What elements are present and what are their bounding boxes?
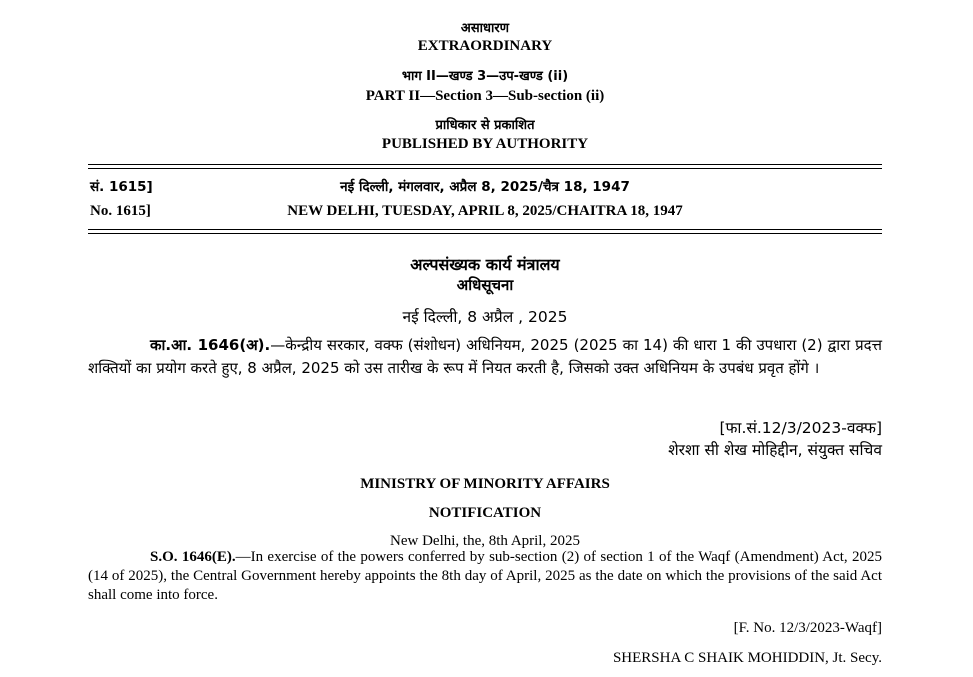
place-date-english: New Delhi, the, 8th April, 2025 [390, 533, 580, 549]
hindi-notice-body [88, 334, 882, 380]
signatory-english: SHERSHA C SHAIK MOHIDDIN, Jt. Secy. [612, 650, 882, 666]
ministry-english: MINISTRY OF MINORITY AFFAIRS [360, 476, 610, 492]
order-ref-hindi: का.आ. 1646(अ). [150, 336, 271, 354]
masthead-rule-top-2 [88, 168, 882, 169]
extraordinary-hindi: असाधारण [460, 21, 510, 36]
authority-hindi: प्राधिकार से प्रकाशित [435, 118, 535, 133]
english-notice-body [88, 548, 882, 605]
notification-english: NOTIFICATION [428, 505, 542, 521]
order-ref-english: S.O. 1646(E). [150, 549, 236, 565]
file-number-english: [F. No. 12/3/2023-Waqf] [733, 620, 882, 636]
authority-english: PUBLISHED BY AUTHORITY [381, 136, 589, 152]
issue-number-english: No. 1615] [90, 203, 151, 219]
notification-hindi: अधिसूचना [456, 276, 514, 294]
signatory-hindi: शेरशा सी शेख मोहिद्दीन, संयुक्त सचिव [668, 441, 882, 459]
issue-number-hindi: सं. 1615] [90, 179, 153, 195]
part-english: PART II—Section 3—Sub-section (ii) [365, 88, 605, 104]
place-date-hindi: नई दिल्ली, 8 अप्रैल , 2025 [402, 308, 568, 326]
masthead-rule-bottom [88, 229, 882, 230]
ministry-hindi: अल्पसंख्यक कार्य मंत्रालय [410, 255, 560, 274]
issue-date-english: NEW DELHI, TUESDAY, APRIL 8, 2025/CHAITRA 18, 1947 [287, 203, 683, 219]
masthead-rule-top [88, 164, 882, 165]
extraordinary-english: EXTRAORDINARY [417, 38, 553, 54]
english-body-text: —In exercise of the powers conferred by sub-section (2) of section 1 of the Waqf (Amendment) Act, 2025 (14 of 2025), the Central Government hereby appoints the 8th day of April, 2025 as the date on which the provisions of the said Act shall come into force. [88, 549, 882, 603]
hindi-body-text: —केन्द्रीय सरकार, वक्फ (संशोधन) अधिनियम, 2025 (2025 का 14) की धारा 1 की उपधारा (2) द्वारा प्रदत्त शक्तियों का प्रयोग करते हुए, 8 अप्रैल, 2025 को उस तारीख के रूप में नियत करती है, जिसको उक्त अधिनियम के उपबंध प्रवृत होंगे । [88, 336, 882, 377]
masthead-rule-bottom-2 [88, 233, 882, 234]
issue-date-hindi: नई दिल्ली, मंगलवार, अप्रैल 8, 2025/चैत्र 18, 1947 [340, 179, 630, 195]
part-hindi: भाग II—खण्ड 3—उप-खण्ड (ii) [401, 69, 569, 84]
file-number-hindi: [फा.सं.12/3/2023-वक्फ] [719, 419, 882, 437]
